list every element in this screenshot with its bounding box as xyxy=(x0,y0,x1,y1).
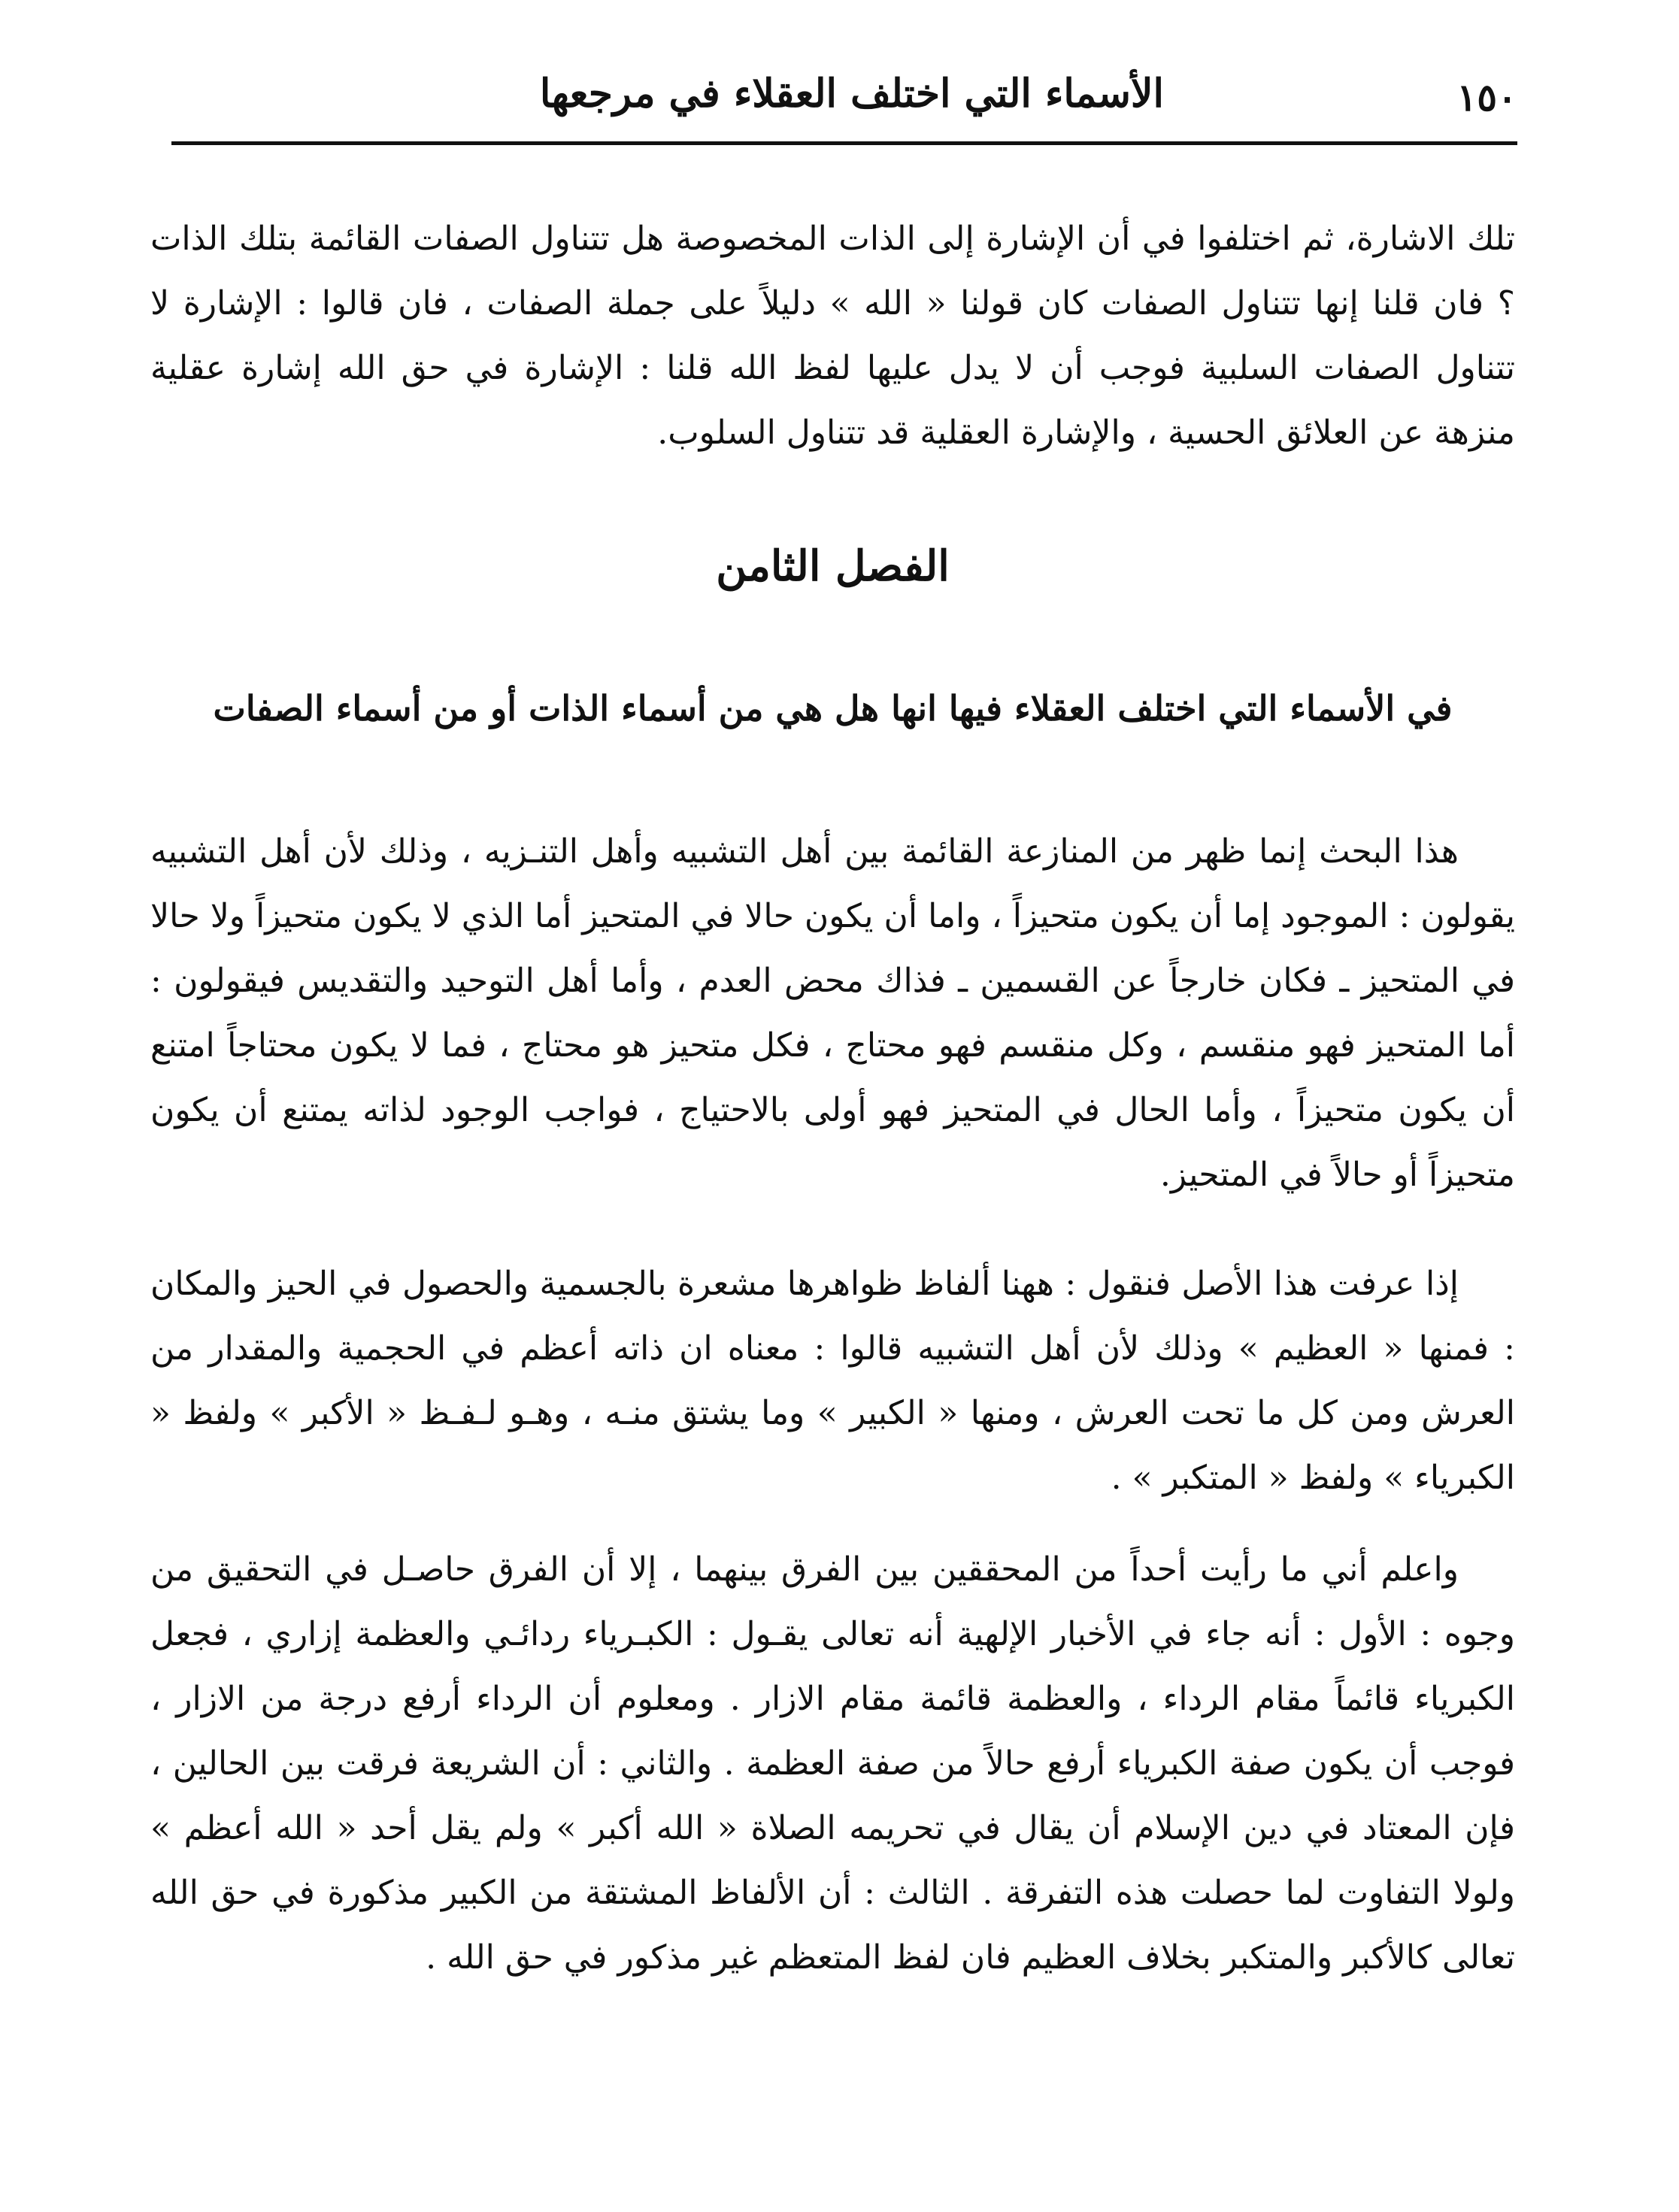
paragraph-azim xyxy=(150,1252,1515,1511)
paragraph-text: هذا البحث إنما ظهر من المنازعة القائمة بين أهل التشبيه وأهل التنـزيه ، وذلك لأن أهل التشبيه يقولون : الموجود إما أن يكون متحيزاً ، واما أن يكون حالا في المتحيز أما الذي لا يكون متحيزاً ولا حالا في المتحيز ـ فكان خارجاً عن القسمين ـ فذاك محض العدم ، وأما أهل التوحيد والتقديس فيقولون : أما المتحيز فهو منقسم ، وكل منقسم فهو محتاج ، فكل متحيز هو محتاج ، فما لا يكون محتاجاً امتنع أن يكون متحيزاً ، وأما الحال في المتحيز فهو أولى بالاحتياج ، فواجب الوجود لذاته يمتنع أن يكون متحيزاً أو حالاً في المتحيز. xyxy=(150,832,1515,1194)
chapter-title: الفصل الثامن xyxy=(716,541,950,591)
paragraph-farq xyxy=(150,1538,1515,1990)
running-title: الأسماء التي اختلف العقلاء في مرجعها xyxy=(539,71,1164,117)
paragraph-tashbih xyxy=(150,820,1515,1208)
paragraph-continuation xyxy=(150,207,1515,465)
page-number: ١٥٠ xyxy=(1456,75,1517,120)
paragraph-text: تلك الاشارة، ثم اختلفوا في أن الإشارة إلى الذات المخصوصة هل تتناول الصفات القائمة بتلك الذات ؟ فان قلنا إنها تتناول الصفات كان قولنا « الله » دليلاً على جملة الصفات ، فان قالوا : الإشارة لا تتناول الصفات السلبية فوجب أن لا يدل عليها لفظ الله قلنا : الإشارة في حق الله إشارة عقلية منزهة عن العلائق الحسية ، والإشارة العقلية قد تتناول السلوب. xyxy=(150,220,1515,452)
chapter-subtitle: في الأسماء التي اختلف العقلاء فيها انها هل هي من أسماء الذات أو من أسماء الصفات xyxy=(213,688,1453,729)
running-header xyxy=(171,66,1517,145)
paragraph-text: إذا عرفت هذا الأصل فنقول : ههنا ألفاظ ظواهرها مشعرة بالجسمية والحصول في الحيز والمكان : فمنها « العظيم » وذلك لأن أهل التشبيه قالوا : معناه ان ذاته أعظم في الحجمية والمقدار من العرش ومن كل ما تحت العرش ، ومنها « الكبير » وما يشتق منـه ، وهـو لـفـظ « الأكبر » ولفظ « الكبرياء » ولفظ « المتكبر » . xyxy=(150,1265,1515,1497)
paragraph-text: واعلم أني ما رأيت أحداً من المحققين بين الفرق بينهما ، إلا أن الفرق حاصـل في التحقيق من وجوه : الأول : أنه جاء في الأخبار الإلهية أنه تعالى يقـول : الكبـرياء ردائـي والعظمة إزاري ، فجعل الكبرياء قائماً مقام الرداء ، والعظمة قائمة مقام الازار . ومعلوم أن الرداء أرفع درجة من الازار ، فوجب أن يكون صفة الكبرياء أرفع حالاً من صفة العظمة . والثاني : أن الشريعة فرقت بين الحالين ، فإن المعتاد في دين الإسلام أن يقال في تحريمه الصلاة « الله أكبر » ولم يقل أحد « الله أعظم » ولولا التفاوت لما حصلت هذه التفرقة . الثالث : أن الألفاظ المشتقة من الكبير مذكورة في حق الله تعالى كالأكبر والمتكبر بخلاف العظيم فان لفظ المتعظم غير مذكور في حق الله . xyxy=(150,1550,1516,1977)
